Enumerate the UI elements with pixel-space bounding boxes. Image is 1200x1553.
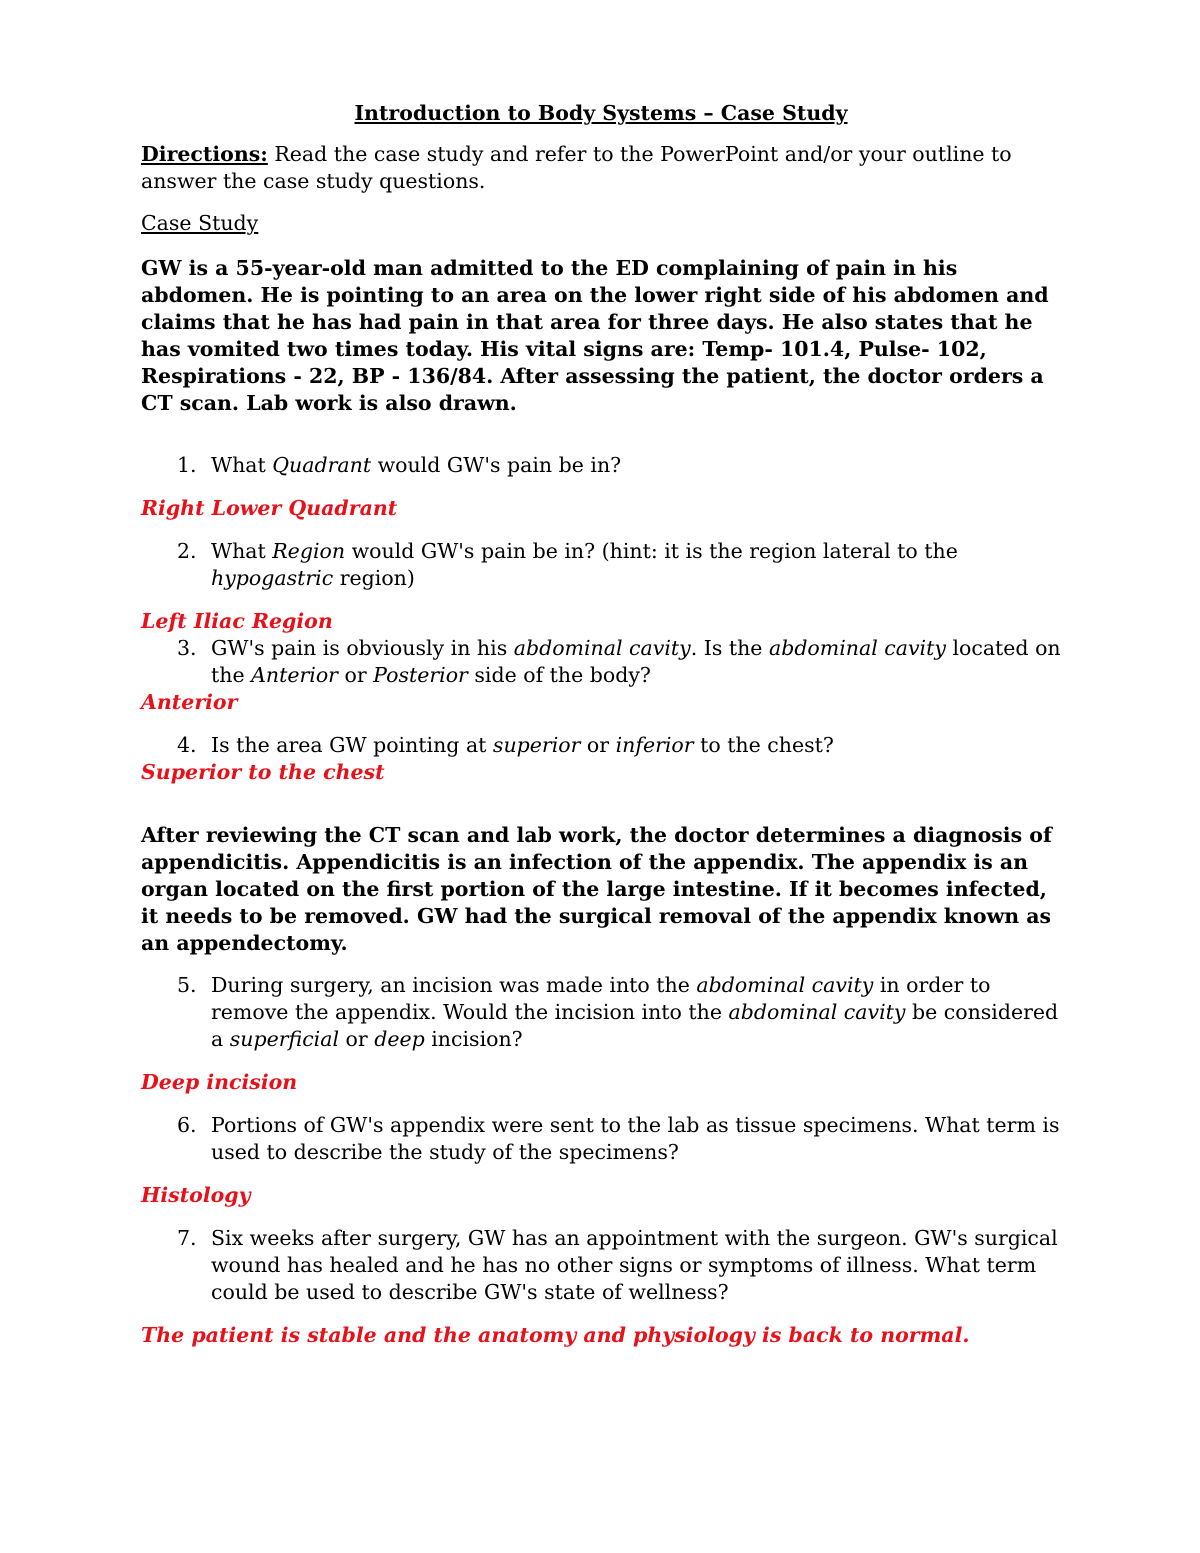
answer-2: Left Iliac Region — [141, 609, 333, 633]
question-italic: Quadrant — [272, 453, 372, 477]
question-italic: abdominal cavity — [728, 1000, 906, 1024]
question-text: or — [580, 733, 616, 757]
question-number: 5. — [177, 973, 197, 997]
question-4 — [141, 732, 1061, 759]
answer-1: Right Lower Quadrant — [141, 496, 398, 520]
question-italic: superior — [492, 733, 581, 757]
question-text: Six weeks after surgery, GW has an appointment with the surgeon. GW's surgical wound has healed and he has no other signs or symptoms of illness. What term could be used to describe GW's state of wellness? — [211, 1226, 1058, 1304]
question-text: incision? — [424, 1027, 523, 1051]
question-number: 4. — [177, 733, 197, 757]
question-italic: Anterior — [251, 663, 338, 687]
question-italic: abdominal cavity — [768, 636, 946, 660]
question-number: 1. — [177, 453, 197, 477]
diagnosis-paragraph: After reviewing the CT scan and lab work, the doctor determines a diagnosis of appendicitis. Appendicitis is an infection of the appendix. The appendix is an organ located on the first portion of the large intestine. If it becomes infected, it needs to be removed. GW had the surgical removal of the appendix known as an appendectomy. — [141, 823, 1052, 955]
question-text: or — [337, 663, 374, 687]
question-text: Is the area GW pointing at — [211, 733, 493, 757]
question-italic: Posterior — [373, 663, 468, 687]
answer-6: Histology — [141, 1183, 251, 1207]
answer-3: Anterior — [141, 690, 238, 714]
answer-4: Superior to the chest — [141, 760, 385, 784]
question-5 — [141, 972, 1061, 1053]
question-text: During surgery, an incision was made into the — [211, 973, 697, 997]
question-italic: superficial — [229, 1027, 340, 1051]
question-3 — [141, 635, 1061, 689]
question-1 — [141, 452, 1061, 479]
question-text: side of the body? — [467, 663, 651, 687]
question-number: 7. — [177, 1226, 197, 1250]
question-italic: Region — [272, 539, 346, 563]
case-paragraph: GW is a 55-year-old man admitted to the ED complaining of pain in his abdomen. He is pointing to an area on the lower right side of his abdomen and claims that he has had pain in that area for three days. He also states that he has vomited two times today. His vital signs are: Temp- 101.4, Pulse- 102, Respirations - 22, BP - 136/84. After assessing the patient, the doctor orders a CT scan. Lab work is also drawn. — [141, 256, 1049, 415]
question-text: located on the — [211, 636, 1061, 687]
question-text: be considered a — [211, 1000, 1059, 1051]
question-text: in order to remove the appendix. Would the incision into the — [211, 973, 991, 1024]
question-italic: hypogastric — [211, 566, 334, 590]
directions-label: Directions: — [141, 142, 268, 166]
question-text: GW's pain is obviously in his — [211, 636, 514, 660]
question-italic: inferior — [615, 733, 694, 757]
question-text: or — [339, 1027, 375, 1051]
question-text: Portions of GW's appendix were sent to the lab as tissue specimens. What term is used to describe the study of the specimens? — [211, 1113, 1060, 1164]
document-page — [141, 100, 1061, 1349]
answer-5: Deep incision — [141, 1070, 298, 1094]
directions-text: Read the case study and refer to the PowerPoint and/or your outline to answer the case study questions. — [141, 142, 1012, 193]
question-text: region) — [333, 566, 415, 590]
question-2 — [141, 538, 1061, 592]
page-title: Introduction to Body Systems – Case Study — [354, 101, 848, 125]
question-italic: abdominal cavity — [513, 636, 691, 660]
case-study-heading: Case Study — [141, 211, 259, 235]
question-text: . Is the — [690, 636, 769, 660]
question-italic: deep — [374, 1027, 425, 1051]
answer-7: The patient is stable and the anatomy and physiology is back to normal. — [141, 1323, 970, 1347]
question-7 — [141, 1225, 1061, 1306]
question-6 — [141, 1112, 1061, 1166]
question-number: 6. — [177, 1113, 197, 1137]
question-text: What — [211, 539, 273, 563]
question-number: 3. — [177, 636, 197, 660]
question-italic: abdominal cavity — [696, 973, 874, 997]
question-text: What — [211, 453, 273, 477]
question-text: would GW's pain be in? (hint: it is the region lateral to the — [345, 539, 958, 563]
directions — [141, 141, 1061, 195]
question-number: 2. — [177, 539, 197, 563]
question-text: would GW's pain be in? — [371, 453, 622, 477]
question-text: to the chest? — [693, 733, 834, 757]
